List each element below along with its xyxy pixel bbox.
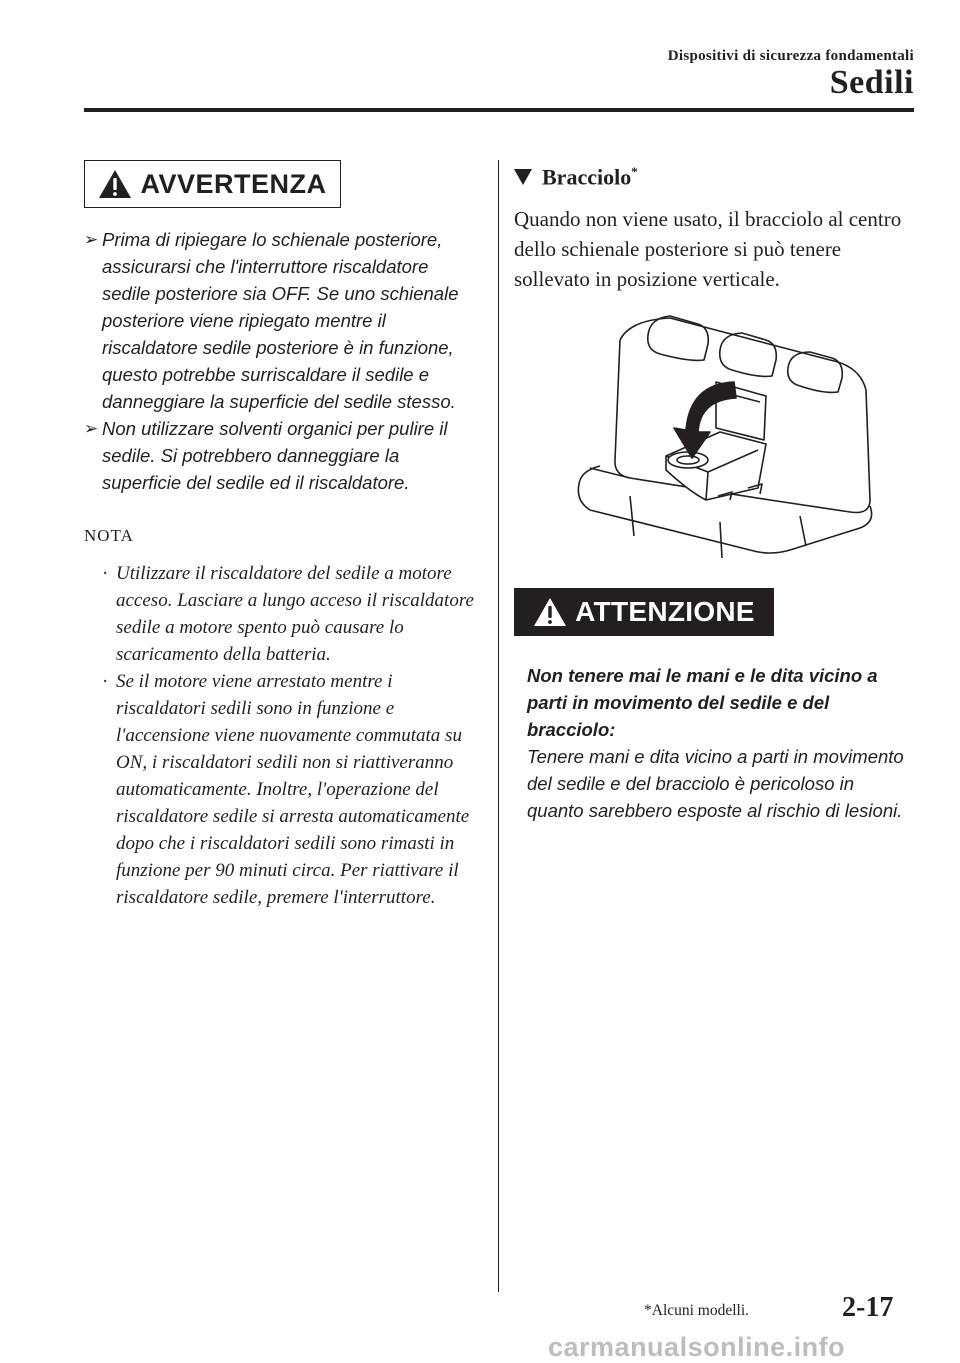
caution-text	[527, 662, 912, 824]
warning-item	[84, 226, 479, 415]
warning-item	[84, 415, 479, 496]
warning-triangle-icon	[533, 597, 567, 627]
note-list	[84, 560, 479, 911]
section-heading: Dispositivi di sicurezza fondamentali	[667, 48, 914, 64]
warning-item-text: Prima di ripiegare lo schienale posteriore, assicurarsi che l'interruttore riscaldatore sedile posteriore sia OFF. Se uno schienale posteriore viene ripiegato mentre il riscaldatore sedile posteriore è in funzione, questo potrebbe surriscaldare il sedile e danneggiare la superficie del sedile stesso.	[102, 229, 459, 412]
note-item-text: Utilizzare il riscaldatore del sedile a motore acceso. Lasciare a lungo acceso il riscaldatore sedile a motore spento può causare lo scaricamento della batteria.	[116, 563, 474, 665]
dot-bullet-icon: ·	[102, 671, 109, 692]
caution-label: ATTENZIONE	[575, 596, 755, 627]
page-number: 2-17	[842, 1292, 894, 1323]
caution-body-text: Tenere mani e dita vicino a parti in movimento del sedile e del bracciolo è pericoloso in quanto sarebbero esposte al rischio di lesioni.	[527, 746, 904, 821]
armrest-body: Quando non viene usato, il bracciolo al centro dello schienale posteriore si può tenere sollevato in posizione verticale.	[514, 207, 902, 292]
left-column	[84, 160, 479, 911]
note-item	[98, 560, 479, 668]
footnote: *Alcuni modelli.	[644, 1302, 750, 1319]
triangle-down-icon	[514, 169, 532, 185]
note-item-text: Se il motore viene arrestato mentre i riscaldatori sedili sono in funzione e l'accensione viene nuovamente commutata su ON, i riscaldatori sedili non si riattiveranno automaticamente. Inoltre, l'operazione del riscaldatore sedile si arresta automaticamente dopo che i riscaldatori sedili sono rimasti in funzione per 90 minuti circa. Per riattivare il riscaldatore sedile, premere l'interruttore.	[116, 671, 470, 908]
right-column	[514, 160, 914, 294]
column-divider	[498, 160, 499, 1292]
warning-triangle-icon	[98, 169, 132, 199]
watermark: carmanualsonline.info	[548, 1332, 846, 1362]
note-item	[98, 668, 479, 911]
armrest-heading	[514, 164, 914, 190]
note-title: NOTA	[84, 526, 134, 545]
header-rule	[84, 108, 914, 112]
rear-seat-armrest-illustration	[570, 300, 880, 570]
warning-label: AVVERTENZA	[140, 168, 327, 199]
arrow-bullet-icon: ➢	[84, 419, 99, 438]
warning-box	[84, 160, 341, 208]
armrest-title: Bracciolo*	[542, 164, 638, 190]
page-title: Sedili	[829, 64, 914, 101]
caution-box	[514, 588, 774, 636]
dot-bullet-icon: ·	[102, 563, 109, 584]
arrow-bullet-icon: ➢	[84, 230, 99, 249]
caution-bold-text: Non tenere mai le mani e le dita vicino a parti in movimento del sedile e del bracciolo:	[527, 665, 878, 740]
warning-list	[84, 226, 479, 496]
warning-item-text: Non utilizzare solventi organici per pulire il sedile. Si potrebbero danneggiare la superficie del sedile ed il riscaldatore.	[102, 418, 448, 493]
